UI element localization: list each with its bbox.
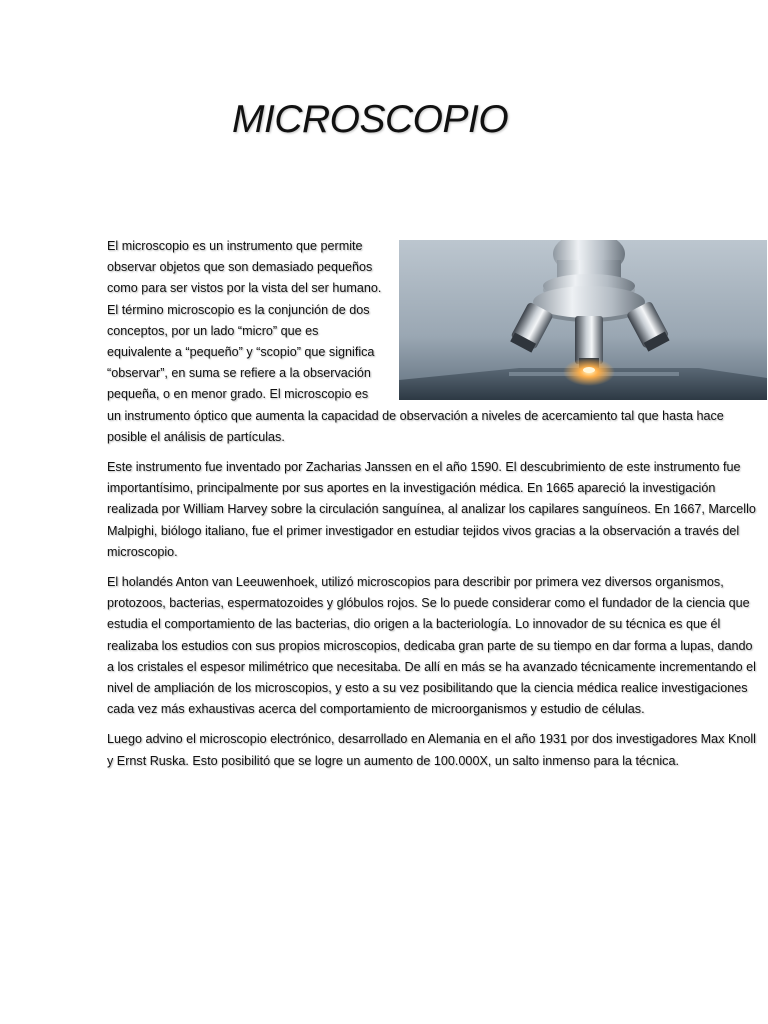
paragraph-1: El microscopio es un instrumento que permite observar objetos que son demasiado pequeños como para ser vistos por la vista del ser humano. El término microscopio es la conjunción de dos conceptos, por un lado “micro” que es equivalente a “pequeño” y “scopio” que significa “observar”, en suma se refiere a la observación pequeña, o en menor grado. El microscopio es un instrumento óptico que aumenta la capacidad de observación a niveles de acercamiento tal que hasta hace posible el análisis de partículas. [107,239,724,444]
microscope-image [399,240,767,400]
paragraph-3: El holandés Anton van Leeuwenhoek, utilizó microscopios para describir por primera vez diversos organismos, protozoos, bacterias, espermatozoides y glóbulos rojos. Se lo puede considerar como el fundador de la ciencia que estudia el comportamiento de las bacterias, dio origen a la bacteriología. Lo innovador de su técnica es que él realizaba los estudios con sus propios microscopios, dedicaba gran parte de su tiempo en dar forma a lupas, dando a los cristales el espesor milimétrico que necesitaba. De allí en más se ha avanzado técnicamente incrementando el nivel de ampliación de los microscopios, y esto a su vez posibilitando que la ciencia médica realice investigaciones cada vez más exhaustivas acerca del comportamiento de microorganismos y estudio de células. [107,575,756,717]
page-title: MICROSCOPIO [232,98,509,141]
paragraph-4: Luego advino el microscopio electrónico, desarrollado en Alemania en el año 1931 por dos investigadores Max Knoll y Ernst Ruska. Esto posibilitó que se logre un aumento de 100.000X, un salto inmenso para la técnica. [107,732,756,768]
document-body [107,236,757,781]
paragraph-2: Este instrumento fue inventado por Zacharias Janssen en el año 1590. El descubrimiento de este instrumento fue importantísimo, principalmente por sus aportes en la investigación médica. En 1665 apareció la investigación realizada por William Harvey sobre la circulación sanguínea, al analizar los capilares sanguíneos. En 1667, Marcello Malpighi, biólogo italiano, fue el primer investigador en estudiar tejidos vivos gracias a la observación a través del microscopio. [107,460,756,559]
microscope-icon [399,240,767,400]
